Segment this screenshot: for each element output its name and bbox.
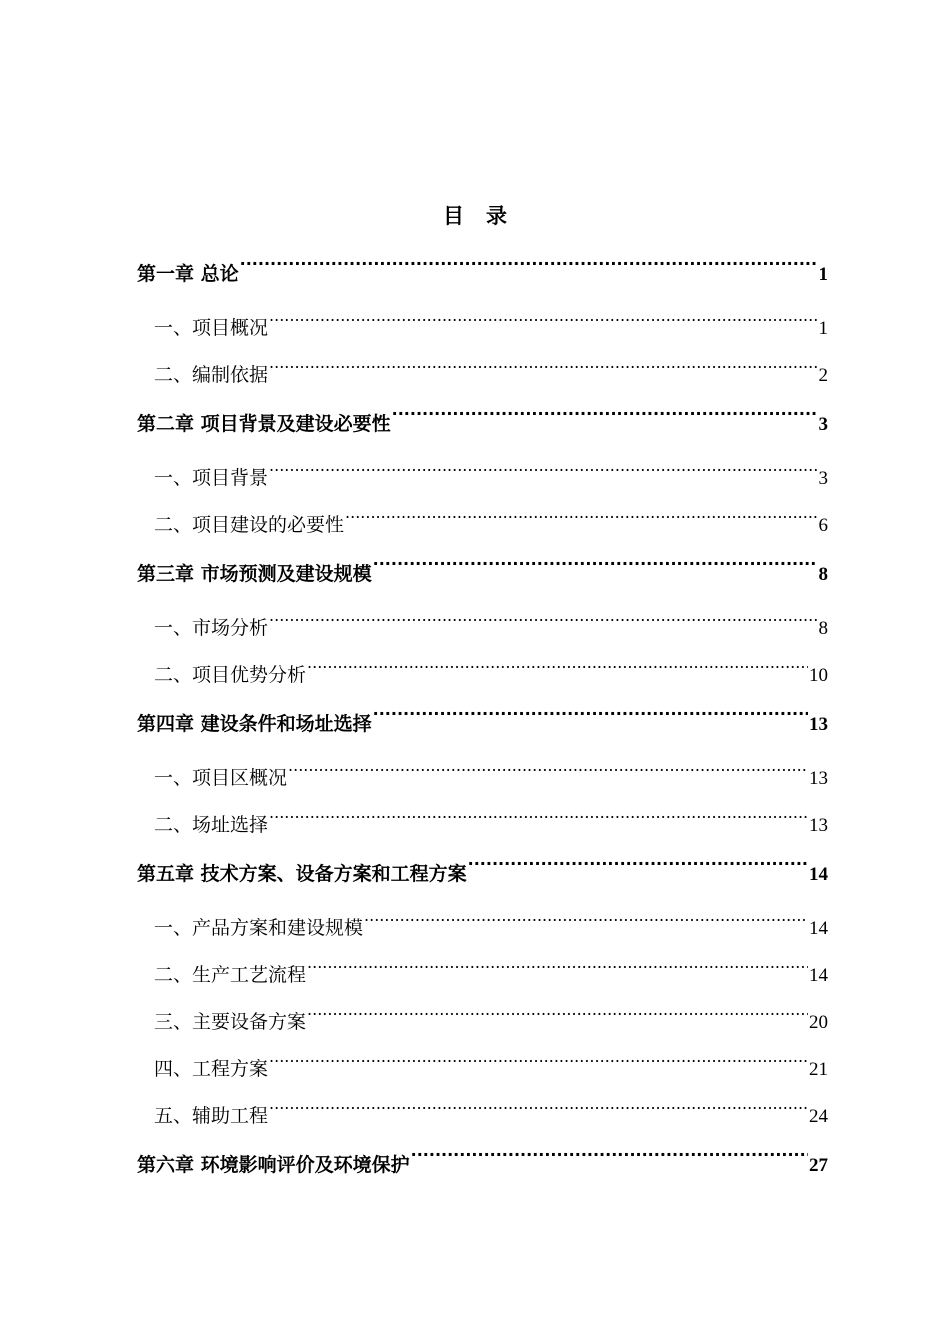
table-of-contents	[137, 252, 828, 1199]
toc-page-number: 3	[818, 414, 828, 435]
toc-page-number: 10	[809, 665, 828, 686]
toc-page-number: 14	[809, 918, 828, 939]
toc-section[interactable]	[137, 805, 828, 852]
toc-section[interactable]	[137, 608, 828, 655]
toc-chapter-6[interactable]	[137, 1143, 828, 1199]
toc-entry-label: 四、工程方案	[154, 1058, 269, 1080]
toc-section[interactable]	[137, 908, 828, 955]
toc-page-number: 13	[809, 815, 828, 836]
toc-page-number: 1	[818, 264, 828, 285]
toc-page-number: 13	[809, 714, 828, 735]
toc-entry-label: 五、辅助工程	[154, 1105, 269, 1127]
toc-section[interactable]	[137, 955, 828, 1002]
toc-entry-label: 一、产品方案和建设规模	[154, 917, 364, 939]
dot-leader	[345, 512, 817, 531]
toc-entry-label: 二、编制依据	[154, 364, 269, 386]
dot-leader	[373, 711, 808, 730]
toc-entry-label: 二、生产工艺流程	[154, 964, 307, 986]
toc-title: 目录	[443, 204, 529, 228]
dot-leader	[307, 962, 808, 981]
toc-entry-label: 第五章 技术方案、设备方案和工程方案	[137, 863, 467, 885]
dot-leader	[288, 765, 808, 784]
toc-entry-label: 一、项目概况	[154, 317, 269, 339]
toc-page-number: 6	[818, 515, 828, 536]
dot-leader	[240, 261, 818, 280]
toc-section[interactable]	[137, 308, 828, 355]
dot-leader	[269, 315, 817, 334]
toc-entry-label: 第六章 环境影响评价及环境保护	[137, 1154, 410, 1176]
toc-section[interactable]	[137, 458, 828, 505]
toc-chapter-2[interactable]	[137, 402, 828, 458]
toc-chapter-3[interactable]	[137, 552, 828, 608]
toc-section[interactable]	[137, 758, 828, 805]
toc-section[interactable]	[137, 655, 828, 702]
toc-section[interactable]	[137, 1096, 828, 1143]
toc-entry-label: 第一章 总论	[137, 263, 239, 285]
dot-leader	[269, 1103, 808, 1122]
dot-leader	[411, 1152, 808, 1171]
dot-leader	[269, 1056, 808, 1075]
dot-leader	[269, 362, 817, 381]
toc-page-number: 8	[818, 618, 828, 639]
toc-entry-label: 三、主要设备方案	[154, 1011, 307, 1033]
toc-page-number: 24	[809, 1106, 828, 1127]
toc-entry-label: 第二章 项目背景及建设必要性	[137, 413, 391, 435]
dot-leader	[269, 465, 817, 484]
dot-leader	[269, 615, 817, 634]
toc-chapter-5[interactable]	[137, 852, 828, 908]
toc-page-number: 13	[809, 768, 828, 789]
dot-leader	[307, 662, 808, 681]
toc-page-number: 20	[809, 1012, 828, 1033]
toc-chapter-1[interactable]	[137, 252, 828, 308]
toc-entry-label: 一、项目背景	[154, 467, 269, 489]
toc-page-number: 27	[809, 1155, 828, 1176]
toc-section[interactable]	[137, 355, 828, 402]
toc-section[interactable]	[137, 505, 828, 552]
toc-entry-label: 第四章 建设条件和场址选择	[137, 713, 372, 735]
dot-leader	[307, 1009, 808, 1028]
toc-page-number: 3	[818, 468, 828, 489]
toc-entry-label: 二、场址选择	[154, 814, 269, 836]
toc-entry-label: 一、市场分析	[154, 617, 269, 639]
dot-leader	[373, 561, 818, 580]
toc-page-number: 14	[809, 864, 828, 885]
toc-page-number: 1	[818, 318, 828, 339]
dot-leader	[468, 861, 808, 880]
toc-entry-label: 第三章 市场预测及建设规模	[137, 563, 372, 585]
toc-page-number: 14	[809, 965, 828, 986]
toc-chapter-4[interactable]	[137, 702, 828, 758]
toc-section[interactable]	[137, 1002, 828, 1049]
toc-entry-label: 一、项目区概况	[154, 767, 288, 789]
toc-section[interactable]	[137, 1049, 828, 1096]
toc-entry-label: 二、项目建设的必要性	[154, 514, 345, 536]
toc-page-number: 8	[818, 564, 828, 585]
dot-leader	[364, 915, 808, 934]
toc-entry-label: 二、项目优势分析	[154, 664, 307, 686]
toc-page-number: 21	[809, 1059, 828, 1080]
dot-leader	[392, 411, 818, 430]
dot-leader	[269, 812, 808, 831]
toc-page-number: 2	[818, 365, 828, 386]
